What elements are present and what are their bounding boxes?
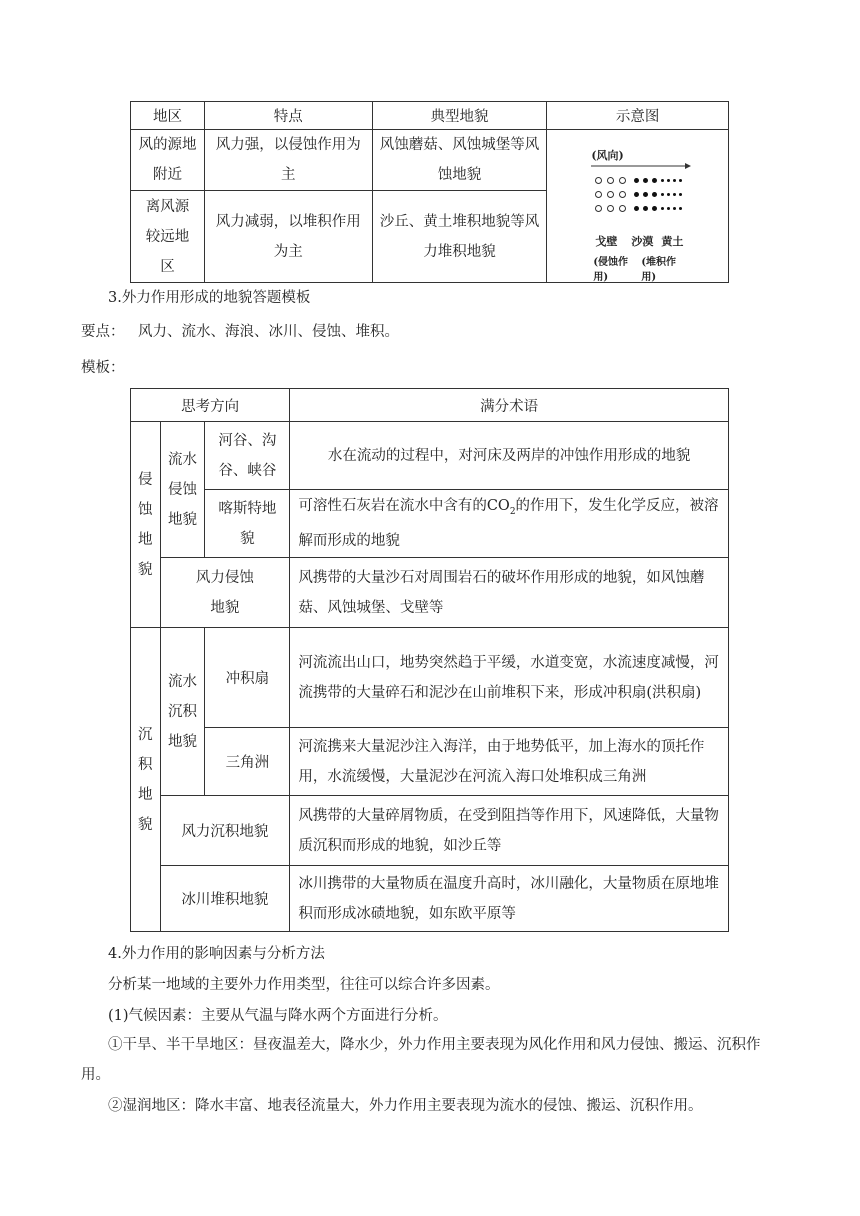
label-loess: 黄土 [661, 234, 684, 248]
loess-particle [667, 179, 670, 182]
label-deposition: (堆积作用) [641, 256, 677, 283]
sand-grain [643, 206, 648, 211]
sand-grain [634, 178, 639, 183]
section4-p3: ①干旱、半干旱地区：昼夜温差大，降水少，外力作用主要表现为风化作用和风力侵蚀、搬运、沉积作用。 [81, 1037, 761, 1083]
glacier-deposition-type: 冰川堆积地貌 [160, 866, 290, 932]
keypoints-label: 要点： [81, 324, 125, 340]
gobi-pebble [607, 191, 614, 198]
section4-p2: (1)气候因素：主要从气温与降水两个方面进行分析。 [108, 1008, 448, 1024]
section4-p1: 分析某一地域的主要外力作用类型，往往可以综合许多因素。 [108, 977, 500, 993]
wind-arrow-icon [591, 162, 691, 170]
loess-particle [673, 207, 676, 210]
section4-title: 4.外力作用的影响因素与分析方法 [108, 946, 325, 962]
gobi-pebble [619, 205, 626, 212]
sand-grain [634, 192, 639, 197]
keypoints-text: 风力、流水、海浪、冰川、侵蚀、堆积。 [138, 324, 399, 340]
gobi-pebble [619, 177, 626, 184]
section3-title: 3.外力作用形成的地貌答题模板 [108, 290, 311, 306]
header-feature: 特点 [204, 102, 372, 130]
loess-particle [667, 207, 670, 210]
label-desert: 沙漠 [631, 234, 654, 248]
deposition-landform-label: 沉积地貌 [131, 628, 161, 932]
valley-type: 河谷、沟谷、峡谷 [205, 422, 290, 490]
delta-type: 三角洲 [205, 728, 290, 796]
gobi-pebble [619, 191, 626, 198]
water-erosion-label: 流水侵蚀地貌 [160, 422, 205, 558]
sand-grain [652, 192, 657, 197]
wind-erosion-desc: 风携带的大量沙石对周围岩石的破坏作用形成的地貌，如风蚀蘑菇、风蚀城堡、戈壁等 [290, 558, 729, 628]
sand-grain [643, 178, 648, 183]
loess-particle [679, 179, 682, 182]
template-label: 模板： [81, 360, 125, 376]
wind-direction-label: (风向) [591, 148, 624, 162]
wind-landform-table [130, 101, 729, 283]
header-diagram: 示意图 [547, 102, 729, 130]
wind-erosion-type: 风力侵蚀地貌 [160, 558, 290, 628]
feature-far: 风力减弱，以堆积作用为主 [204, 191, 372, 283]
landform-source: 风蚀蘑菇、风蚀城堡等风蚀地貌 [372, 130, 547, 191]
loess-particle [679, 193, 682, 196]
valley-desc: 水在流动的过程中，对河床及两岸的冲蚀作用形成的地貌 [290, 422, 729, 490]
karst-desc: 可溶性石灰岩在流水中含有的$CO_2$的作用下，发生化学反应，被溶解而形成的地貌 [290, 490, 729, 558]
region-source: 风的源地附近 [131, 130, 205, 191]
gobi-pebble [595, 177, 602, 184]
header-thinking-direction: 思考方向 [131, 389, 290, 422]
water-deposition-label: 流水沉积地貌 [160, 628, 205, 796]
erosion-landform-label: 侵蚀地貌 [131, 422, 161, 628]
loess-particle [661, 207, 664, 210]
gobi-pebble [607, 205, 614, 212]
label-gobi: 戈壁 [595, 234, 618, 248]
wind-deposition-desc: 风携带的大量碎屑物质，在受到阻挡等作用下，风速降低，大量物质沉积而形成的地貌，如沙丘等 [290, 796, 729, 866]
sand-grain [652, 206, 657, 211]
gobi-pebble [607, 177, 614, 184]
sand-grain [643, 192, 648, 197]
loess-particle [679, 207, 682, 210]
loess-particle [661, 179, 664, 182]
landform-answer-template-table [130, 388, 729, 932]
section4-p4: ②湿润地区：降水丰富、地表径流量大，外力作用主要表现为流水的侵蚀、搬运、沉积作用。 [108, 1098, 703, 1114]
alluvial-fan-type: 冲积扇 [205, 628, 290, 728]
loess-particle [673, 179, 676, 182]
label-erosion: (侵蚀作用) [593, 256, 629, 283]
delta-desc: 河流携来大量泥沙注入海洋，由于地势低平，加上海水的顶托作用，水流缓慢，大量泥沙在河流入海口处堆积成三角洲 [290, 728, 729, 796]
karst-type: 喀斯特地貌 [205, 490, 290, 558]
header-landform: 典型地貌 [372, 102, 547, 130]
loess-particle [667, 193, 670, 196]
region-far: 离风源较远地区 [131, 191, 205, 283]
header-full-score-terms: 满分术语 [290, 389, 729, 422]
sand-grain [634, 206, 639, 211]
gobi-pebble [595, 191, 602, 198]
loess-particle [673, 193, 676, 196]
alluvial-fan-desc: 河流流出山口，地势突然趋于平缓，水道变宽，水流速度减慢，河流携带的大量碎石和泥沙在山前堆积下来，形成冲积扇(洪积扇) [290, 628, 729, 728]
glacier-deposition-desc: 冰川携带的大量物质在温度升高时，冰川融化，大量物质在原地堆积而形成冰碛地貌，如东欧平原等 [290, 866, 729, 932]
feature-source: 风力强，以侵蚀作用为主 [204, 130, 372, 191]
wind-deposition-type: 风力沉积地貌 [160, 796, 290, 866]
landform-far: 沙丘、黄土堆积地貌等风力堆积地貌 [372, 191, 547, 283]
wind-diagram-cell [547, 130, 729, 283]
header-region: 地区 [131, 102, 205, 130]
sand-grain [652, 178, 657, 183]
loess-particle [661, 193, 664, 196]
wind-diagram [547, 131, 728, 282]
gobi-pebble [595, 205, 602, 212]
